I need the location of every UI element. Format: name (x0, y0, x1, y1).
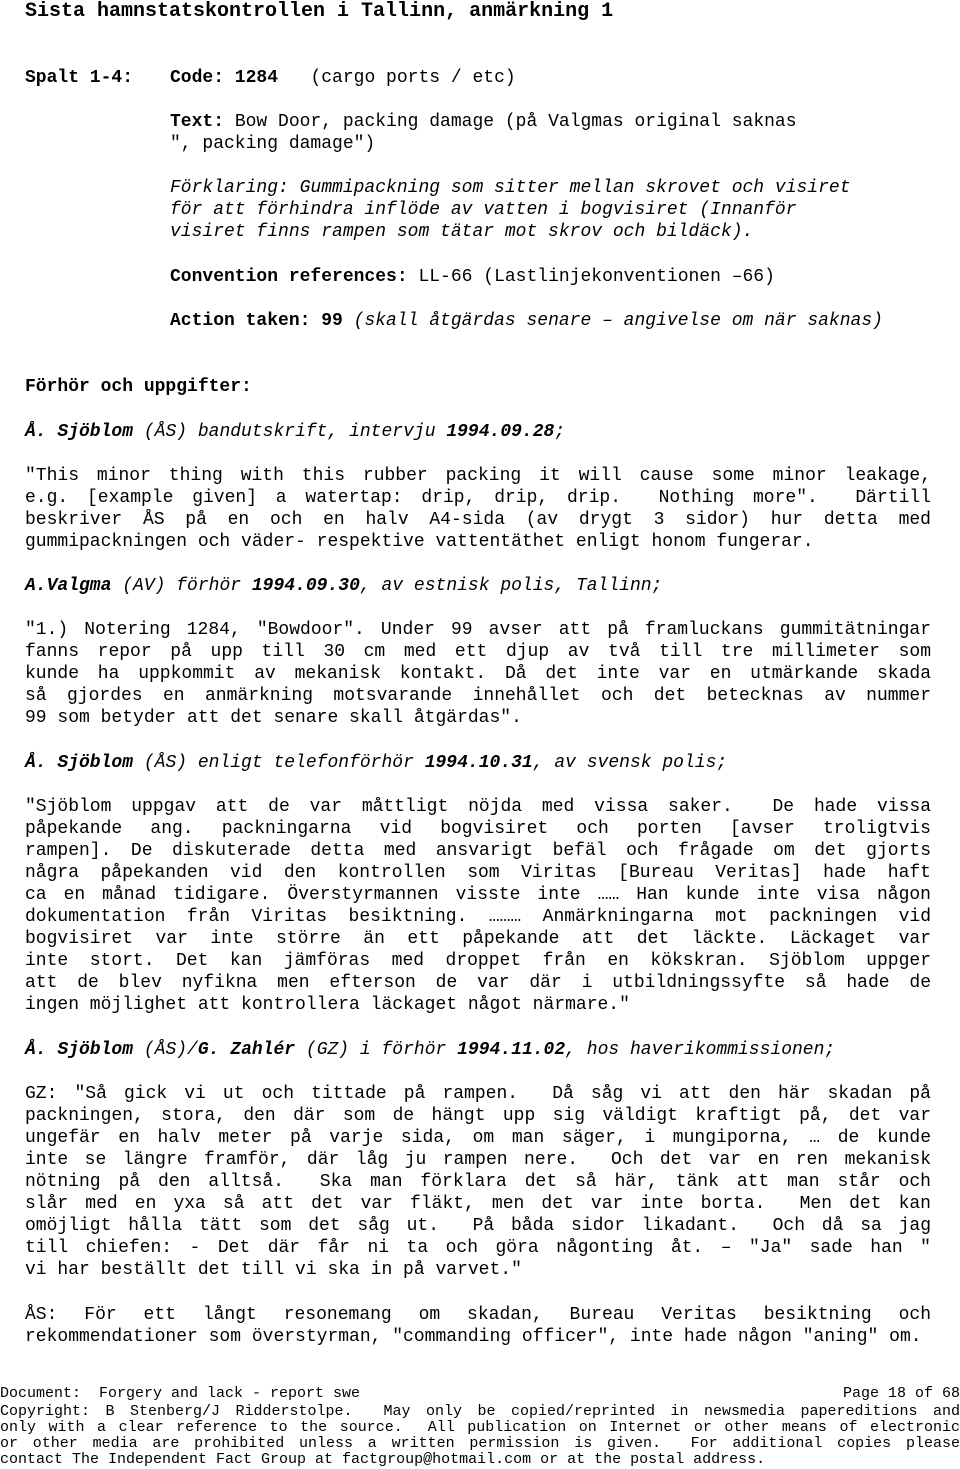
page-title: Sista hamnstatskontrollen i Tallinn, anmärkning 1 (25, 0, 614, 23)
paragraph-line: "Sjöblom uppgav att de var måttligt nöjda med vissa saker. De hade vissa (25, 797, 931, 817)
text-line-1: Text: Bow Door, packing damage (på Valgmas original saknas (170, 112, 797, 132)
action-label: Action taken: 99 (170, 311, 343, 331)
source-heading: Å. Sjöblom (ÅS) enligt telefonförhör 1994.10.31, av svensk polis; (25, 753, 728, 773)
paragraph-line: vi har beställt det till vi ska in på varvet." (25, 1260, 522, 1280)
text-label: Text: (170, 112, 225, 132)
paragraph-line: GZ: "Så gick vi ut och tittade på rampen. Då såg vi att den här skadan på (25, 1084, 931, 1104)
paragraph-line: ungefär en halv meter på varje sida, om man säger, i mungiporna, … de kunde (25, 1128, 931, 1148)
forklaring-line-1: Förklaring: Gummipackning som sitter mellan skrovet och visiret (170, 178, 851, 198)
date: 1994.11.02 (457, 1040, 566, 1060)
paragraph-line: beskriver ÅS på en och en halv A4-sida (av drygt 3 sidor) hur detta med (25, 510, 931, 530)
footer-copyright-line: or other media are prohibited unless a written permission is given. For additional copies please (0, 1435, 960, 1452)
paragraph-line: 99 som betyder att det senare skall åtgärdas". (25, 708, 522, 728)
code-line (170, 67, 516, 89)
paragraph-line: "1.) Notering 1284, "Bowdoor". Under 99 avser att på framluckans gummitätningar (25, 620, 931, 640)
paragraph-line: några påpekanden vid den kontrollen som Viritas [Bureau Veritas] hade haft (25, 863, 931, 883)
paragraph-line: slår med en yxa så att det var fläkt, men det var inte borta. Men det kan (25, 1194, 931, 1214)
footer-copyright-line: only with a clear reference to the source. All publication on Internet or other means of electronic (0, 1419, 960, 1436)
paragraph-line: nötning på den alltså. Ska man förklara det så här, tänk att man står och (25, 1172, 931, 1192)
action-note: (skall åtgärdas senare – angivelse om när saknas) (353, 311, 883, 331)
paragraph-line: kunde ha uppkommit av mekanisk kontakt. Då det inte var en utmärkande skada (25, 664, 931, 684)
paragraph-line: dokumentation från Viritas besiktning. ……… Anmärkningarna mot packningen vid (25, 907, 931, 927)
paragraph-line: rekommendationer som överstyrman, "commanding officer", inte hade någon "aning" om. (25, 1327, 922, 1347)
footer-copyright-line: Copyright: B Stenberg/J Ridderstolpe. May only be copied/reprinted in newsmedia papereditions and (0, 1403, 960, 1420)
person-name: Å. Sjöblom (25, 1040, 134, 1060)
paragraph-line: ÅS: För ett långt resonemang om skadan, Bureau Veritas besiktning och (25, 1305, 931, 1325)
forklaring-line-3: visiret finns rampen som tätar mot skrov och bildäck). (170, 222, 754, 242)
paragraph-line: att de blev nyfikna men efterson de var där i utbildningssyfte så hade de (25, 973, 931, 993)
code-label: Code: 1284 (170, 68, 279, 88)
convention-label: Convention references: (170, 267, 408, 287)
paragraph-line: inte se längre framför, där låg ju rampen nere. Och det var en ren mekanisk (25, 1150, 931, 1170)
paragraph-line: ca en månad tidigare. Överstyrmannen visste inte …… Han kunde inte visa någon (25, 885, 931, 905)
text-line-2: ", packing damage") (170, 134, 376, 154)
footer-copyright-line: contact The Independent Fact Group at factgroup@hotmail.com or at the postal address. (0, 1451, 766, 1468)
paragraph-line: rampen]. De diskuterade detta med ansvarigt befäl och frågade om det gjorts (25, 841, 931, 861)
person-name: A.Valgma (25, 576, 112, 596)
convention-value: LL-66 (Lastlinjekonventionen –66) (418, 267, 775, 287)
action-line (170, 310, 883, 332)
source-heading: Å. Sjöblom (ÅS)/G. Zahlér (GZ) i förhör 1994.11.02, hos haverikommissionen; (25, 1040, 836, 1060)
paragraph-line: ingen möjlighet att kontrollera läckaget något närmare." (25, 995, 630, 1015)
source-heading: Å. Sjöblom (ÅS) bandutskrift, intervju 1994.09.28; (25, 422, 566, 442)
code-note: (cargo ports / etc) (310, 68, 516, 88)
section-heading: Förhör och uppgifter: (25, 377, 252, 397)
person-name: G. Zahlér (197, 1040, 296, 1060)
paragraph-line: påpekande ang. packningarna vid bogvisiret och porten [avser troligtvis (25, 819, 931, 839)
forklaring-line-2: för att förhindra inflöde av vatten i bogvisiret (Innanför (170, 200, 797, 220)
paragraph-line: bogvisiret var inte större än ett påpekande att det läckte. Läckaget var (25, 929, 931, 949)
spalt-label: Spalt 1-4: (25, 68, 134, 88)
date: 1994.09.30 (251, 576, 360, 596)
footer-document: Document: Forgery and lack - report swe (0, 1385, 361, 1402)
paragraph-line: inte stort. Det kan jämföras med droppet från en kökskran. Sjöblom uppger (25, 951, 931, 971)
date: 1994.10.31 (424, 753, 533, 773)
paragraph-line: e.g. [example given] a watertap: drip, drip, drip. Nothing more". Därtill (25, 488, 931, 508)
paragraph-line: till chiefen: - Det där får ni ta och göra någonting åt. – "Ja" sade han " (25, 1238, 931, 1258)
source-heading: A.Valgma (AV) förhör 1994.09.30, av estnisk polis, Tallinn; (25, 576, 663, 596)
paragraph-line: packningen, stora, den där som de hängt upp sig väldigt kraftigt på, det var (25, 1106, 931, 1126)
convention-line (170, 266, 775, 288)
paragraph-line: så gjordes en anmärkning motsvarande innehållet och det betecknas av nummer (25, 686, 931, 706)
page-number: Page 18 of 68 (842, 1385, 960, 1402)
paragraph-line: "This minor thing with this rubber packing it will cause some minor leakage, (25, 466, 931, 486)
person-name: Å. Sjöblom (25, 753, 134, 773)
paragraph-line: fanns repor på upp till 30 cm med ett djup av två till tre millimeter som (25, 642, 931, 662)
paragraph-line: omöjligt hålla tätt som det såg ut. På båda sidor likadant. Och då sa jag (25, 1216, 931, 1236)
paragraph-line: gummipackningen och väder- respektive vattentäthet enligt honom fungerar. (25, 532, 814, 552)
person-name: Å. Sjöblom (25, 422, 134, 442)
date: 1994.09.28 (446, 422, 555, 442)
